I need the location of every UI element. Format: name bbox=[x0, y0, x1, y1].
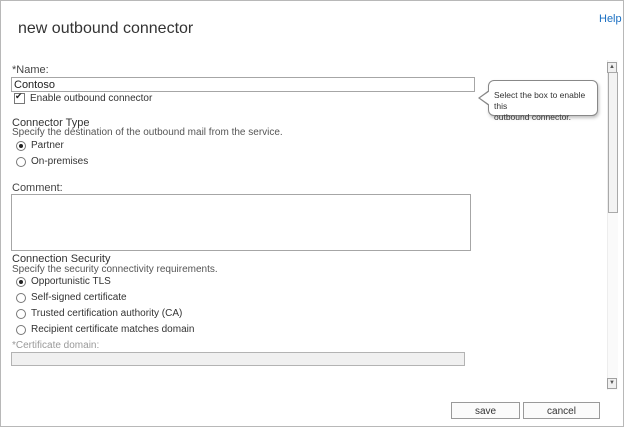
radio-partner[interactable] bbox=[16, 141, 26, 151]
page-title: new outbound connector bbox=[18, 20, 194, 37]
tooltip-callout bbox=[488, 80, 598, 122]
enable-outbound-label: Enable outbound connector bbox=[30, 93, 153, 104]
radio-opportunistic-tls-label: Opportunistic TLS bbox=[31, 276, 111, 287]
save-button[interactable]: save bbox=[451, 402, 520, 419]
connector-type-heading: Connector Type bbox=[12, 117, 90, 129]
radio-trusted-ca[interactable] bbox=[16, 309, 26, 319]
radio-recipient-cert[interactable] bbox=[16, 325, 26, 335]
connector-type-description: Specify the destination of the outbound mail from the service. bbox=[12, 127, 283, 138]
scroll-up-icon[interactable]: ▲ bbox=[607, 62, 617, 73]
name-label: *Name: bbox=[12, 64, 49, 76]
comment-textarea[interactable] bbox=[11, 194, 471, 251]
certificate-domain-label: *Certificate domain: bbox=[12, 340, 100, 351]
radio-opportunistic-tls-row[interactable] bbox=[16, 276, 111, 287]
tooltip-line-1: Select the box to enable this bbox=[494, 90, 586, 111]
enable-outbound-checkbox-row[interactable] bbox=[14, 93, 152, 104]
radio-recipient-cert-label: Recipient certificate matches domain bbox=[31, 324, 195, 335]
enable-outbound-checkbox[interactable] bbox=[14, 93, 25, 104]
radio-self-signed-row[interactable] bbox=[16, 292, 127, 303]
radio-on-premises-row[interactable] bbox=[16, 156, 88, 167]
radio-self-signed-label: Self-signed certificate bbox=[31, 292, 127, 303]
tooltip-line-2: outbound connector. bbox=[494, 112, 572, 122]
tooltip-pointer-fill bbox=[480, 91, 490, 105]
radio-partner-label: Partner bbox=[31, 140, 64, 151]
scroll-down-icon[interactable]: ▼ bbox=[607, 378, 617, 389]
radio-recipient-cert-row[interactable] bbox=[16, 324, 194, 335]
radio-on-premises[interactable] bbox=[16, 157, 26, 167]
name-input[interactable] bbox=[11, 77, 475, 92]
connection-security-description: Specify the security connectivity requirements. bbox=[12, 264, 218, 275]
comment-label: Comment: bbox=[12, 182, 63, 194]
scrollbar-thumb[interactable] bbox=[608, 72, 618, 213]
certificate-domain-field bbox=[11, 352, 465, 366]
radio-trusted-ca-row[interactable] bbox=[16, 308, 182, 319]
radio-self-signed[interactable] bbox=[16, 293, 26, 303]
cancel-button[interactable]: cancel bbox=[523, 402, 600, 419]
help-link[interactable]: Help bbox=[599, 13, 622, 25]
radio-opportunistic-tls[interactable] bbox=[16, 277, 26, 287]
radio-trusted-ca-label: Trusted certification authority (CA) bbox=[31, 308, 183, 319]
radio-on-premises-label: On-premises bbox=[31, 156, 89, 167]
connection-security-heading: Connection Security bbox=[12, 253, 111, 265]
radio-partner-row[interactable] bbox=[16, 140, 64, 151]
